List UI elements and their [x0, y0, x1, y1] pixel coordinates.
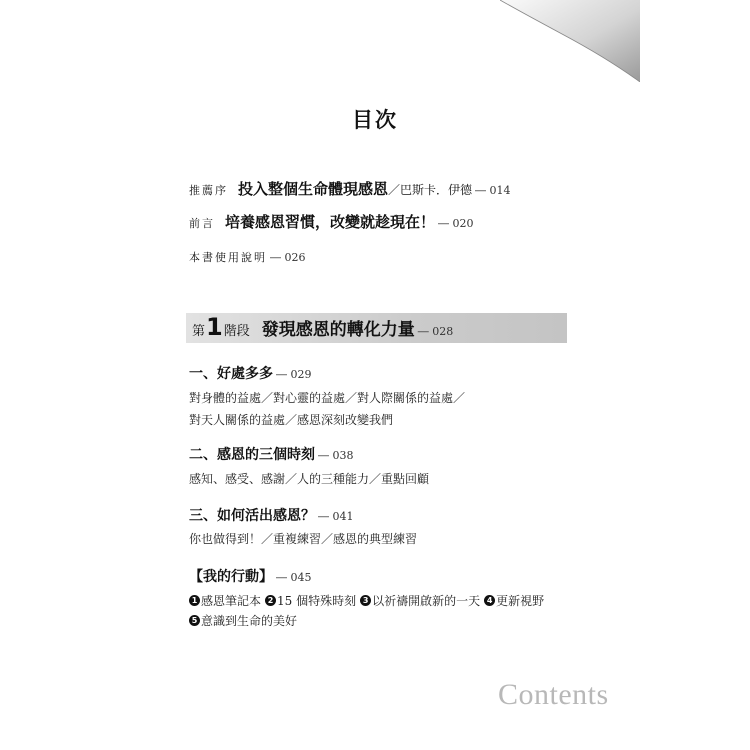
action-title: 【我的行動】 [189, 569, 273, 585]
item-text: 意識到生命的美好 [201, 614, 298, 628]
toc-entry-preface [189, 211, 474, 232]
section-page: ― 038 [318, 449, 354, 462]
list-item [484, 592, 544, 609]
page-title: 目次 [352, 108, 398, 132]
entry-label: 前言 [189, 217, 215, 230]
action-heading [189, 566, 312, 586]
section-title: 一、好處多多 [189, 366, 273, 382]
stage-number: 1 [206, 313, 223, 341]
stage-prefix: 第 [192, 324, 206, 339]
contents-watermark: Contents [498, 678, 609, 711]
entry-page: ― 026 [270, 251, 306, 264]
list-item [189, 592, 261, 609]
entry-page: ― 014 [475, 184, 511, 197]
entry-page: ― 020 [438, 217, 474, 230]
section-heading-1 [189, 363, 312, 383]
stage-title: 發現感恩的轉化力量 [261, 320, 415, 340]
section-subline: 對天人關係的益處／感恩深刻改變我們 [189, 413, 394, 427]
entry-label: 本書使用說明 [189, 251, 267, 264]
page-curl-icon [500, 0, 640, 82]
stage-page: ― 028 [417, 325, 454, 338]
number-badge-icon: 4 [484, 595, 495, 606]
action-page: ― 045 [276, 571, 312, 584]
entry-author: ／巴斯卡．伊德 [388, 183, 473, 197]
toc-entry-usage [189, 246, 306, 265]
section-heading-3 [189, 505, 354, 525]
entry-title: 培養感恩習慣，改變就趁現在！ [225, 213, 436, 231]
entry-label: 推薦序 [189, 184, 228, 197]
section-subline: 感知、感受、感謝／人的三種能力／重點回顧 [189, 472, 430, 486]
toc-entry-foreword [189, 178, 511, 199]
section-heading-2 [189, 444, 354, 464]
list-item [265, 592, 356, 609]
entry-title: 投入整個生命體現感恩 [238, 180, 389, 198]
section-title: 二、感恩的三個時刻 [189, 447, 315, 463]
number-badge-icon: 5 [189, 615, 200, 626]
section-page: ― 029 [276, 368, 312, 381]
item-text: 更新視野 [496, 594, 545, 608]
number-badge-icon: 1 [189, 595, 200, 606]
item-text: 感恩筆記本 [201, 594, 262, 608]
list-item [360, 592, 480, 609]
section-title: 三、如何活出感恩？ [189, 508, 315, 524]
stage-suffix: 階段 [223, 324, 250, 339]
number-badge-icon: 3 [360, 595, 371, 606]
action-items-line-1 [189, 592, 548, 609]
number-badge-icon: 2 [265, 595, 276, 606]
action-items-line-2 [189, 612, 301, 629]
list-item [189, 612, 297, 629]
section-subline: 你也做得到！／重複練習／感恩的典型練習 [189, 532, 418, 546]
stage-heading [192, 315, 453, 340]
item-text: 以祈禱開啟新的一天 [372, 594, 481, 608]
item-text: 15 個特殊時刻 [277, 594, 357, 608]
section-subline: 對身體的益處／對心靈的益處／對人際關係的益處／ [189, 391, 466, 405]
section-page: ― 041 [318, 510, 354, 523]
